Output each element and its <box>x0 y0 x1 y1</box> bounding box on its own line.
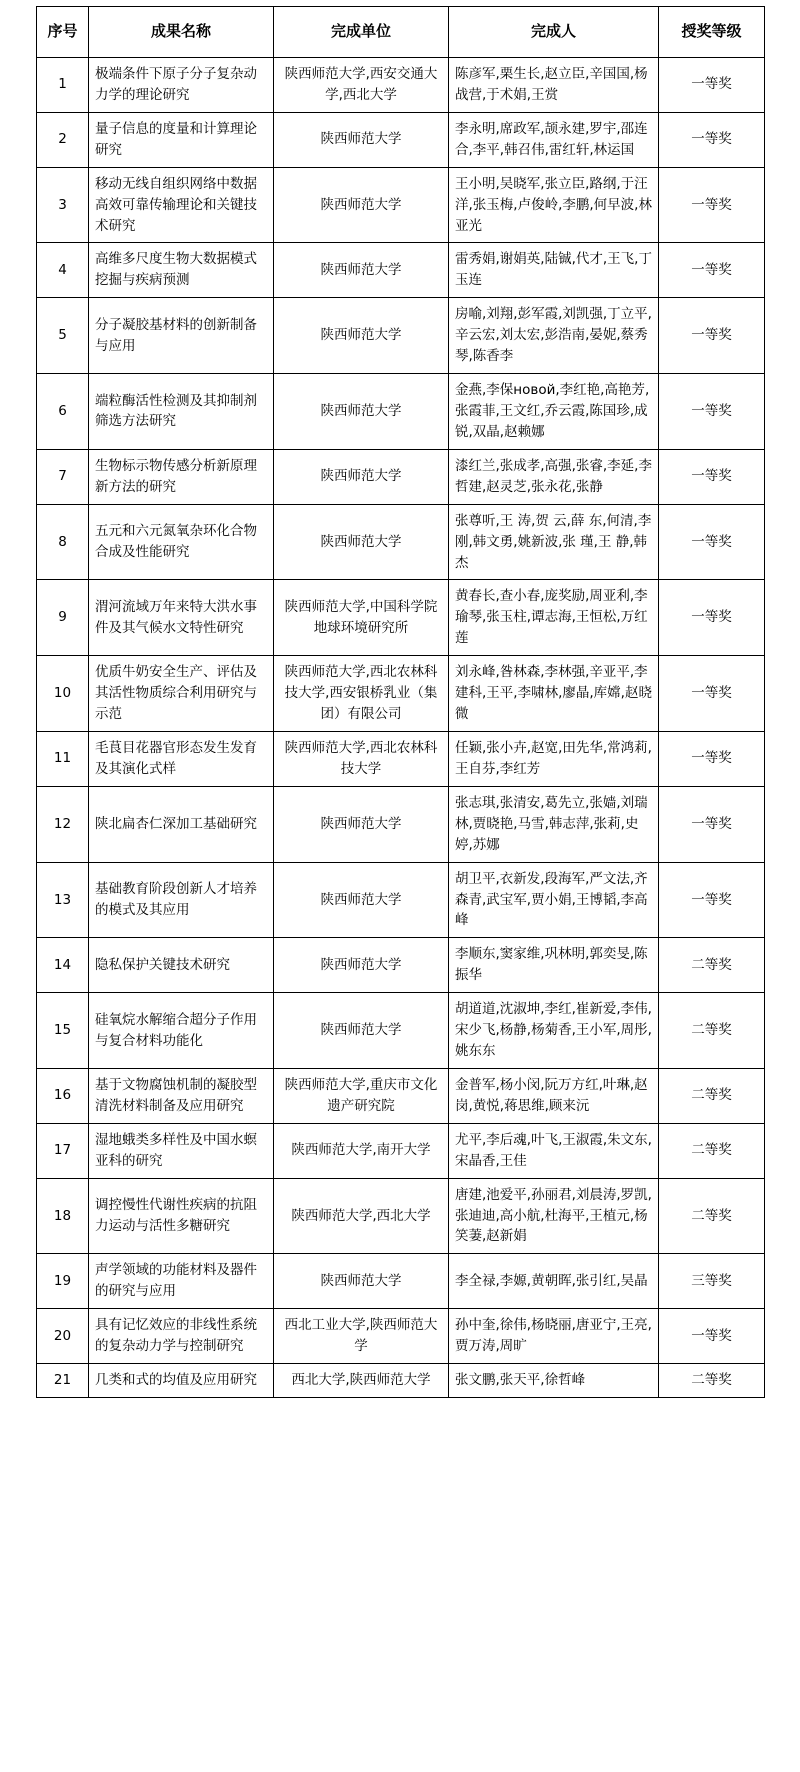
table-row <box>37 786 765 862</box>
cell-unit: 陕西师范大学,南开大学 <box>274 1123 449 1178</box>
table-row <box>37 504 765 580</box>
cell-title: 基于文物腐蚀机制的凝胶型清洗材料制备及应用研究 <box>89 1068 274 1123</box>
cell-people: 王小明,吴晓军,张立臣,路纲,于汪洋,张玉梅,卢俊岭,李鹏,何早波,林亚光 <box>449 167 659 243</box>
table-row <box>37 374 765 450</box>
cell-people: 雷秀娟,谢娟英,陆铖,代才,王飞,丁玉连 <box>449 243 659 298</box>
table-row <box>37 1364 765 1398</box>
cell-unit: 陕西师范大学 <box>274 993 449 1069</box>
cell-title: 量子信息的度量和计算理论研究 <box>89 112 274 167</box>
cell-title: 声学领域的功能材料及器件的研究与应用 <box>89 1254 274 1309</box>
cell-no: 13 <box>37 862 89 938</box>
cell-title: 优质牛奶安全生产、评估及其活性物质综合利用研究与示范 <box>89 656 274 732</box>
cell-unit: 陕西师范大学 <box>274 504 449 580</box>
cell-people: 李永明,席政军,颉永建,罗宇,邵连合,李平,韩召伟,雷红轩,林运国 <box>449 112 659 167</box>
cell-no: 3 <box>37 167 89 243</box>
cell-no: 4 <box>37 243 89 298</box>
cell-unit: 陕西师范大学 <box>274 1254 449 1309</box>
cell-title: 硅氧烷水解缩合超分子作用与复合材料功能化 <box>89 993 274 1069</box>
table-row <box>37 580 765 656</box>
cell-no: 1 <box>37 58 89 113</box>
cell-people: 金燕,李保новой,李红艳,高艳芳,张霞菲,王文红,乔云霞,陈国珍,成锐,双晶,赵赖娜 <box>449 374 659 450</box>
cell-people: 张志琪,张清安,葛先立,张嫱,刘瑞林,贾晓艳,马雪,韩志萍,张莉,史婷,苏娜 <box>449 786 659 862</box>
cell-level: 一等奖 <box>659 167 765 243</box>
table-row <box>37 167 765 243</box>
cell-title: 极端条件下原子分子复杂动力学的理论研究 <box>89 58 274 113</box>
cell-people: 漆红兰,张成孝,高强,张睿,李延,李哲建,赵灵芝,张永花,张静 <box>449 449 659 504</box>
cell-unit: 西北工业大学,陕西师范大学 <box>274 1309 449 1364</box>
cell-no: 2 <box>37 112 89 167</box>
cell-no: 14 <box>37 938 89 993</box>
cell-people: 李全禄,李嫄,黄朝晖,张引红,吴晶 <box>449 1254 659 1309</box>
cell-level: 一等奖 <box>659 112 765 167</box>
cell-unit: 陕西师范大学 <box>274 862 449 938</box>
cell-title: 端粒酶活性检测及其抑制剂筛选方法研究 <box>89 374 274 450</box>
cell-title: 湿地蛾类多样性及中国水螟亚科的研究 <box>89 1123 274 1178</box>
cell-title: 渭河流域万年来特大洪水事件及其气候水文特性研究 <box>89 580 274 656</box>
cell-title: 移动无线自组织网络中数据高效可靠传输理论和关键技术研究 <box>89 167 274 243</box>
table-row <box>37 1309 765 1364</box>
cell-level: 三等奖 <box>659 1254 765 1309</box>
table-row <box>37 58 765 113</box>
table-row <box>37 862 765 938</box>
table-body <box>37 58 765 1398</box>
cell-people: 陈彦军,栗生长,赵立臣,辛国国,杨战营,于术娟,王赏 <box>449 58 659 113</box>
cell-no: 20 <box>37 1309 89 1364</box>
cell-people: 尤平,李后魂,叶飞,王淑霞,朱文东,宋晶香,王佳 <box>449 1123 659 1178</box>
cell-people: 胡卫平,衣新发,段海军,严文法,齐森青,武宝军,贾小娟,王博韬,李高峰 <box>449 862 659 938</box>
cell-level: 二等奖 <box>659 993 765 1069</box>
cell-people: 刘永峰,昝林森,李林强,辛亚平,李建科,王平,李啸林,廖晶,库嫦,赵晓微 <box>449 656 659 732</box>
cell-level: 一等奖 <box>659 1309 765 1364</box>
cell-unit: 陕西师范大学 <box>274 374 449 450</box>
cell-level: 一等奖 <box>659 449 765 504</box>
cell-level: 一等奖 <box>659 656 765 732</box>
cell-level: 二等奖 <box>659 1123 765 1178</box>
table-row <box>37 938 765 993</box>
award-results-table <box>36 6 765 1398</box>
cell-no: 12 <box>37 786 89 862</box>
table-row <box>37 1254 765 1309</box>
cell-unit: 陕西师范大学,西北农林科技大学,西安银桥乳业（集团）有限公司 <box>274 656 449 732</box>
cell-level: 一等奖 <box>659 504 765 580</box>
cell-no: 9 <box>37 580 89 656</box>
cell-unit: 陕西师范大学,西北农林科技大学 <box>274 731 449 786</box>
cell-unit: 陕西师范大学,西北大学 <box>274 1178 449 1254</box>
cell-title: 陕北扁杏仁深加工基础研究 <box>89 786 274 862</box>
table-row <box>37 993 765 1069</box>
cell-level: 二等奖 <box>659 1068 765 1123</box>
table-row <box>37 112 765 167</box>
cell-people: 张文鹏,张天平,徐哲峰 <box>449 1364 659 1398</box>
cell-people: 房喻,刘翔,彭军霞,刘凯强,丁立平,辛云宏,刘太宏,彭浩南,晏妮,蔡秀琴,陈香李 <box>449 298 659 374</box>
cell-title: 具有记忆效应的非线性系统的复杂动力学与控制研究 <box>89 1309 274 1364</box>
cell-title: 高维多尺度生物大数据模式挖掘与疾病预测 <box>89 243 274 298</box>
table-row <box>37 1178 765 1254</box>
cell-title: 隐私保护关键技术研究 <box>89 938 274 993</box>
cell-level: 二等奖 <box>659 1364 765 1398</box>
cell-no: 17 <box>37 1123 89 1178</box>
cell-no: 8 <box>37 504 89 580</box>
cell-people: 任颖,张小卉,赵宽,田先华,常鸿莉,王自芬,李红芳 <box>449 731 659 786</box>
cell-level: 二等奖 <box>659 1178 765 1254</box>
column-header-people: 完成人 <box>449 7 659 58</box>
cell-people: 金普军,杨小闵,阮万方红,叶琳,赵岗,黄悦,蒋思维,顾来沅 <box>449 1068 659 1123</box>
cell-unit: 陕西师范大学 <box>274 167 449 243</box>
cell-level: 一等奖 <box>659 580 765 656</box>
cell-level: 一等奖 <box>659 58 765 113</box>
cell-people: 张尊听,王 涛,贺 云,薛 东,何清,李 刚,韩文勇,姚新波,张 瑾,王 静,韩 杰 <box>449 504 659 580</box>
cell-people: 黄春长,查小春,庞奖励,周亚利,李瑜琴,张玉柱,谭志海,王恒松,万红莲 <box>449 580 659 656</box>
column-header-no: 序号 <box>37 7 89 58</box>
table-row <box>37 1123 765 1178</box>
column-header-unit: 完成单位 <box>274 7 449 58</box>
cell-unit: 陕西师范大学,重庆市文化遗产研究院 <box>274 1068 449 1123</box>
cell-level: 一等奖 <box>659 731 765 786</box>
cell-unit: 西北大学,陕西师范大学 <box>274 1364 449 1398</box>
cell-level: 一等奖 <box>659 243 765 298</box>
table-row <box>37 449 765 504</box>
cell-people: 孙中奎,徐伟,杨晓丽,唐亚宁,王亮,贾万涛,周旷 <box>449 1309 659 1364</box>
cell-no: 11 <box>37 731 89 786</box>
cell-unit: 陕西师范大学 <box>274 243 449 298</box>
table-row <box>37 731 765 786</box>
cell-title: 调控慢性代谢性疾病的抗阻力运动与活性多糖研究 <box>89 1178 274 1254</box>
cell-unit: 陕西师范大学 <box>274 786 449 862</box>
cell-title: 五元和六元氮氧杂环化合物合成及性能研究 <box>89 504 274 580</box>
cell-no: 21 <box>37 1364 89 1398</box>
cell-no: 5 <box>37 298 89 374</box>
table-row <box>37 298 765 374</box>
cell-no: 16 <box>37 1068 89 1123</box>
cell-no: 15 <box>37 993 89 1069</box>
cell-title: 基础教育阶段创新人才培养的模式及其应用 <box>89 862 274 938</box>
cell-level: 二等奖 <box>659 938 765 993</box>
cell-no: 19 <box>37 1254 89 1309</box>
cell-level: 一等奖 <box>659 862 765 938</box>
cell-unit: 陕西师范大学,中国科学院地球环境研究所 <box>274 580 449 656</box>
cell-unit: 陕西师范大学 <box>274 449 449 504</box>
table-header <box>37 7 765 58</box>
column-header-title: 成果名称 <box>89 7 274 58</box>
cell-no: 7 <box>37 449 89 504</box>
cell-level: 一等奖 <box>659 298 765 374</box>
cell-no: 6 <box>37 374 89 450</box>
table-row <box>37 656 765 732</box>
cell-unit: 陕西师范大学 <box>274 112 449 167</box>
table-row <box>37 243 765 298</box>
cell-no: 10 <box>37 656 89 732</box>
column-header-level: 授奖等级 <box>659 7 765 58</box>
cell-unit: 陕西师范大学 <box>274 298 449 374</box>
cell-people: 唐建,池爱平,孙丽君,刘晨涛,罗凯,张迪迪,高小航,杜海平,王植元,杨笑萋,赵新娟 <box>449 1178 659 1254</box>
cell-people: 胡道道,沈淑坤,李红,崔新爱,李伟,宋少飞,杨静,杨菊香,王小军,周彤,姚东东 <box>449 993 659 1069</box>
cell-level: 一等奖 <box>659 786 765 862</box>
cell-title: 分子凝胶基材料的创新制备与应用 <box>89 298 274 374</box>
cell-people: 李顺东,窦家维,巩林明,郭奕旻,陈振华 <box>449 938 659 993</box>
table-row <box>37 1068 765 1123</box>
cell-level: 一等奖 <box>659 374 765 450</box>
cell-unit: 陕西师范大学,西安交通大学,西北大学 <box>274 58 449 113</box>
cell-title: 几类和式的均值及应用研究 <box>89 1364 274 1398</box>
table-header-row <box>37 7 765 58</box>
cell-title: 毛茛目花器官形态发生发育及其演化式样 <box>89 731 274 786</box>
cell-no: 18 <box>37 1178 89 1254</box>
cell-unit: 陕西师范大学 <box>274 938 449 993</box>
cell-title: 生物标示物传感分析新原理新方法的研究 <box>89 449 274 504</box>
